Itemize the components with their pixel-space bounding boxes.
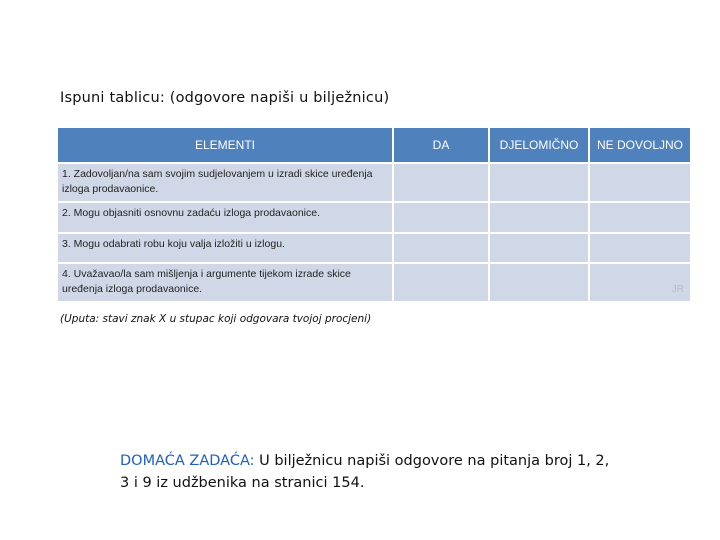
homework-note <box>120 450 620 494</box>
instruction-hint: (Uputa: stavi znak X u stupac koji odgovara tvojoj procjeni) <box>60 313 372 325</box>
row-statement: 2. Mogu objasniti osnovnu zadaću izloga prodavaonice. <box>58 203 392 232</box>
cell-djelomicno[interactable] <box>490 234 588 262</box>
cell-da[interactable] <box>394 234 488 262</box>
cell-da[interactable] <box>394 164 488 201</box>
cell-djelomicno[interactable] <box>490 264 588 301</box>
homework-text: U bilježnicu napiši odgovore na pitanja broj 1, 2, 3 i 9 iz udžbenika na stranici 154. <box>120 453 610 491</box>
instruction-title: Ispuni tablicu: (odgovore napiši u bilježnicu) <box>60 90 390 106</box>
header-da: DA <box>394 128 488 162</box>
cell-da[interactable] <box>394 264 488 301</box>
homework-label: DOMAĆA ZADAĆA: <box>120 453 255 469</box>
table-row <box>58 203 690 232</box>
cell-ne-dovoljno[interactable] <box>590 203 690 232</box>
table-row <box>58 234 690 262</box>
author-initials: JR <box>671 284 684 295</box>
row-statement: 4. Uvažavao/la sam mišljenja i argumente tijekom izrade skice uređenja izloga prodavaonice. <box>58 264 392 301</box>
cell-djelomicno[interactable] <box>490 203 588 232</box>
header-djelomicno: DJELOMIČNO <box>490 128 588 162</box>
row-statement: 3. Mogu odabrati robu koju valja izložiti u izlogu. <box>58 234 392 262</box>
cell-da[interactable] <box>394 203 488 232</box>
cell-djelomicno[interactable] <box>490 164 588 201</box>
self-assessment-table <box>56 126 692 303</box>
row-statement: 1. Zadovoljan/na sam svojim sudjelovanjem u izradi skice uređenja izloga prodavaonice. <box>58 164 392 201</box>
table-row <box>58 164 690 201</box>
cell-ne-dovoljno[interactable] <box>590 234 690 262</box>
table-row <box>58 264 690 301</box>
cell-ne-dovoljno[interactable] <box>590 264 690 301</box>
header-elementi: ELEMENTI <box>58 128 392 162</box>
table-header-row <box>58 128 690 162</box>
cell-ne-dovoljno[interactable] <box>590 164 690 201</box>
header-ne-dovoljno: NE DOVOLJNO <box>590 128 690 162</box>
